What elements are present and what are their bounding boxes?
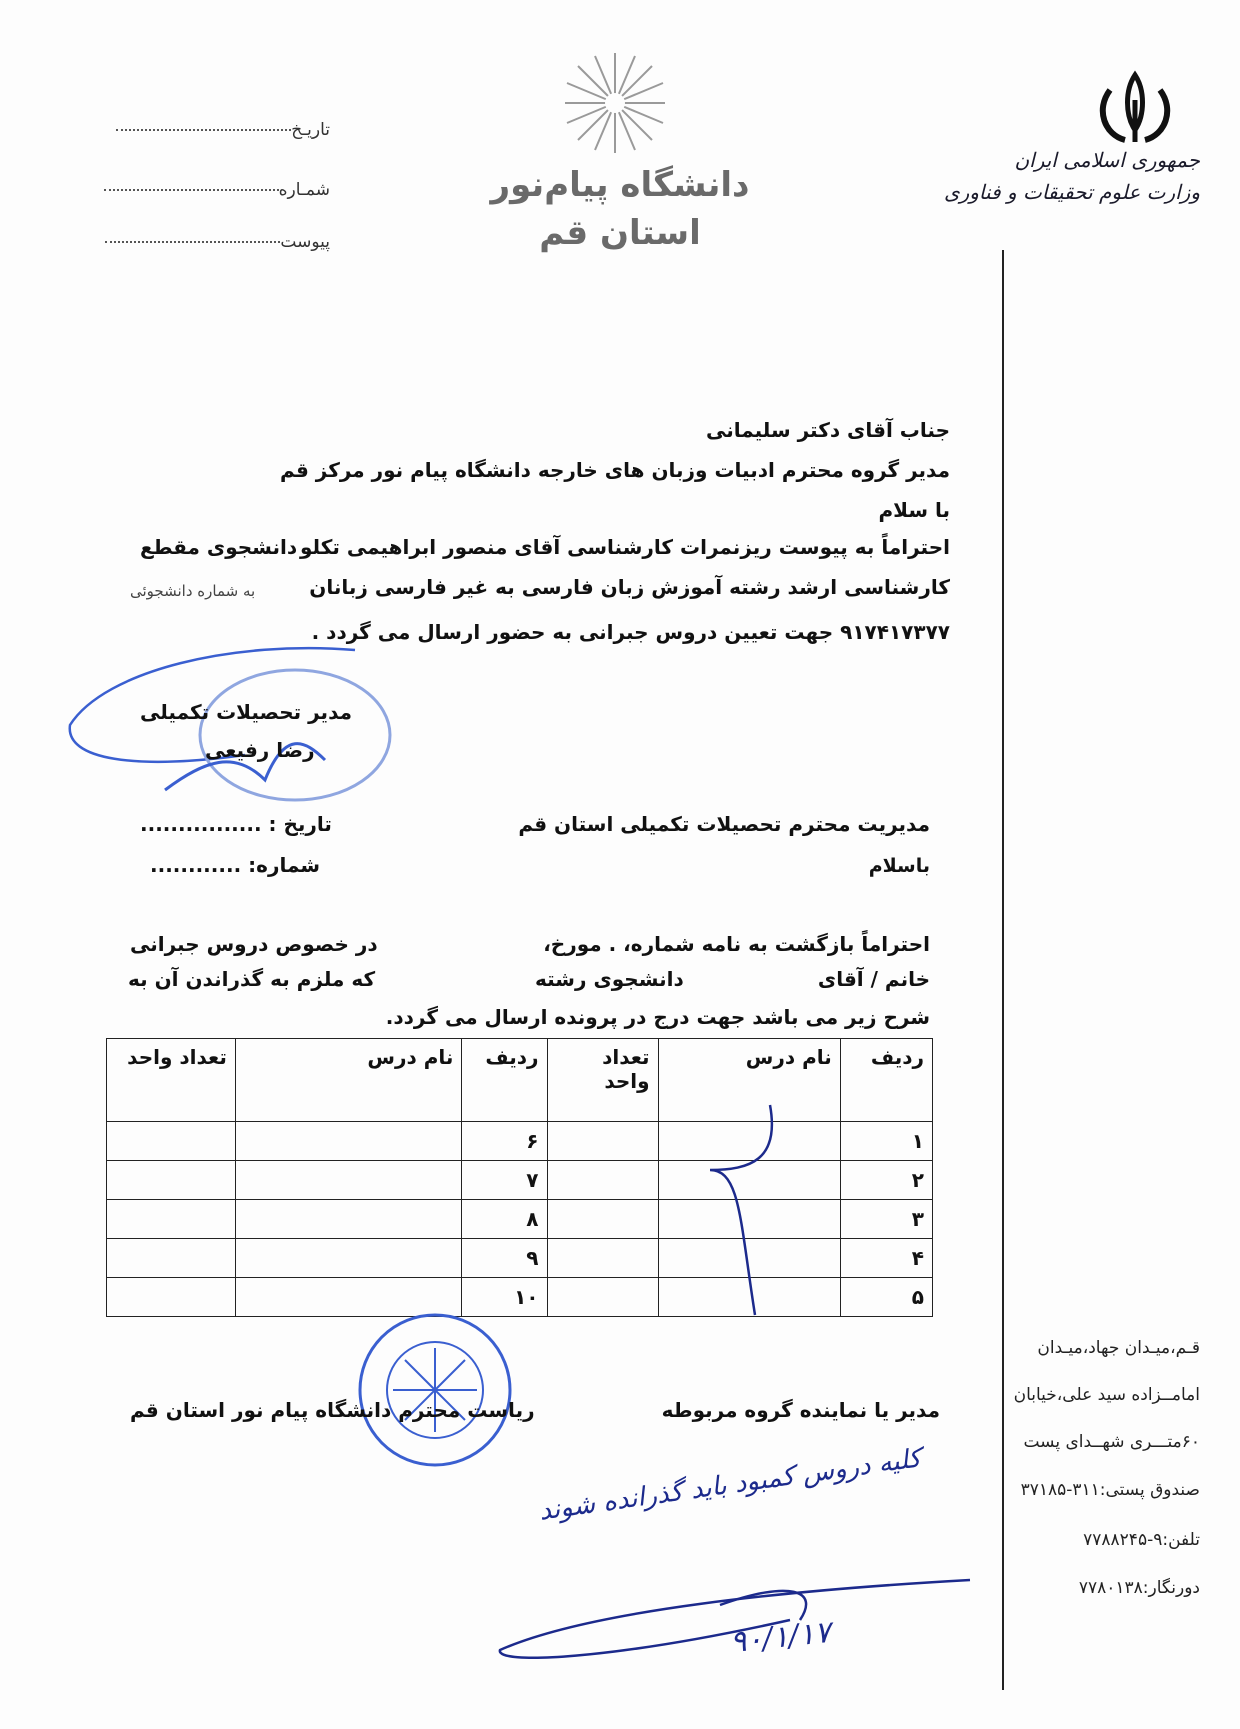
table-row (107, 1200, 933, 1239)
row-number: ۱ (840, 1122, 932, 1161)
table-row (107, 1122, 933, 1161)
handwritten-note: کلیه دروس کمبود باید گذرانده شوند (537, 1443, 923, 1527)
units (547, 1122, 658, 1161)
university-name: دانشگاه پیام‌نور (490, 165, 750, 205)
header-row-number: ردیف (840, 1039, 932, 1122)
table-pen-mark (700, 1100, 800, 1320)
iran-emblem-icon (1090, 70, 1180, 150)
body-line-2: کارشناسی ارشد رشته آموزش زبان فارسی به غیر فارسی زبانان (309, 575, 950, 599)
left-date-label: تاریخ : ................ (140, 812, 332, 836)
gov-line-2: وزارت علوم تحقیقات و فناوری (943, 180, 1200, 204)
gov-line-1: جمهوری اسلامی ایران (1014, 148, 1200, 172)
body-line-1: احتراماً به پیوست ریزنمرات کارشناسی آقای منصور ابراهیمی تکلو (300, 535, 950, 559)
row-number-2: ۱۰ (462, 1278, 547, 1317)
address-line-4: صندوق پستی:۳۱۱-۳۷۱۸۵ (1020, 1480, 1200, 1500)
addressee-line: مدیر گروه محترم ادبیات وزبان های خارجه دانشگاه پیام نور مرکز قم (280, 458, 950, 482)
row-number: ۵ (840, 1278, 932, 1317)
table-header-row (107, 1039, 933, 1122)
left-number-label: شماره: ............ (150, 853, 321, 877)
presidency-label: ریاست محترم دانشگاه پیام نور استان قم (130, 1398, 535, 1422)
dept-head-label: مدیر یا نماینده گروه مربوطه (661, 1398, 940, 1422)
units (547, 1239, 658, 1278)
signature-scribble-left (65, 640, 395, 820)
signature-title: مدیر تحصیلات تکمیلی (140, 700, 353, 724)
header-units: تعداد واحد (547, 1039, 658, 1122)
header-course-name-2: نام درس (235, 1039, 462, 1122)
row-number: ۲ (840, 1161, 932, 1200)
course-name-2 (235, 1200, 462, 1239)
row-number: ۴ (840, 1239, 932, 1278)
salutation: جناب آقای دکتر سلیمانی (705, 418, 950, 442)
university-province: استان قم (539, 213, 701, 253)
units-2 (107, 1239, 236, 1278)
table-row (107, 1239, 933, 1278)
units-2 (107, 1278, 236, 1317)
course-name-2 (235, 1239, 462, 1278)
course-name-2 (235, 1122, 462, 1161)
address-line-2: امامــزاده سید علی،خیابان (1013, 1385, 1200, 1405)
bottom-signature-scribble (490, 1560, 990, 1680)
meta-number: شمـاره (90, 180, 330, 200)
units-2 (107, 1200, 236, 1239)
header-course-name: نام درس (658, 1039, 840, 1122)
row-number-2: ۸ (462, 1200, 547, 1239)
units-2 (107, 1161, 236, 1200)
section2-line2-b: دانشجوی رشته (535, 967, 684, 991)
address-line-1: قـم،میـدان جهاد،میـدان (1037, 1338, 1200, 1358)
meta-attachment: پیوست (90, 232, 330, 252)
section2-line3: شرح زیر می باشد جهت درج در پرونده ارسال می گردد. (385, 1005, 930, 1029)
row-number-2: ۷ (462, 1161, 547, 1200)
address-line-3: ۶۰متـــری شهــدای پست (1023, 1432, 1200, 1452)
section2-line1-a: احتراماً بازگشت به نامه شماره، . مورخ، (543, 932, 930, 956)
row-number-2: ۹ (462, 1239, 547, 1278)
units (547, 1200, 658, 1239)
university-stamp-icon (355, 1310, 515, 1470)
table-row (107, 1161, 933, 1200)
address-fax: دورنگار:۷۷۸۰۱۳۸ (1078, 1578, 1200, 1598)
units (547, 1161, 658, 1200)
header-units-2: تعداد واحد (107, 1039, 236, 1122)
section2-greeting: باسلام (868, 855, 930, 877)
greeting: با سلام (878, 498, 950, 522)
handwritten-date: ۹۰/۱/۱۷ (728, 1614, 833, 1661)
units-2 (107, 1122, 236, 1161)
address-phone: تلفن:۹-۷۷۸۸۲۴۵ (1083, 1530, 1200, 1550)
section2-line2-c: که ملزم به گذراندن آن به (128, 967, 376, 991)
course-name-2 (235, 1161, 462, 1200)
courses-table (106, 1038, 933, 1317)
body-line-3: ۹۱۷۴۱۷۳۷۷ جهت تعیین دروس جبرانی به حضور ارسال می گردد . (311, 620, 950, 644)
vertical-divider (1002, 250, 1004, 1690)
row-number: ۳ (840, 1200, 932, 1239)
signature-name: رضا رفیعی (205, 738, 315, 762)
section2-line1-b: در خصوص دروس جبرانی (130, 932, 378, 956)
student-number-label: به شماره دانشجوئی (130, 582, 256, 600)
university-logo-icon (560, 48, 670, 158)
section2-line2-a: خانم / آقای (817, 967, 930, 991)
header-row-number-2: ردیف (462, 1039, 547, 1122)
meta-date: تاریـخ (90, 120, 330, 140)
table-row (107, 1278, 933, 1317)
units (547, 1278, 658, 1317)
student-level: دانشجوی مقطع (140, 535, 298, 559)
row-number-2: ۶ (462, 1122, 547, 1161)
section2-addressee: مدیریت محترم تحصیلات تکمیلی استان قم (518, 812, 930, 836)
